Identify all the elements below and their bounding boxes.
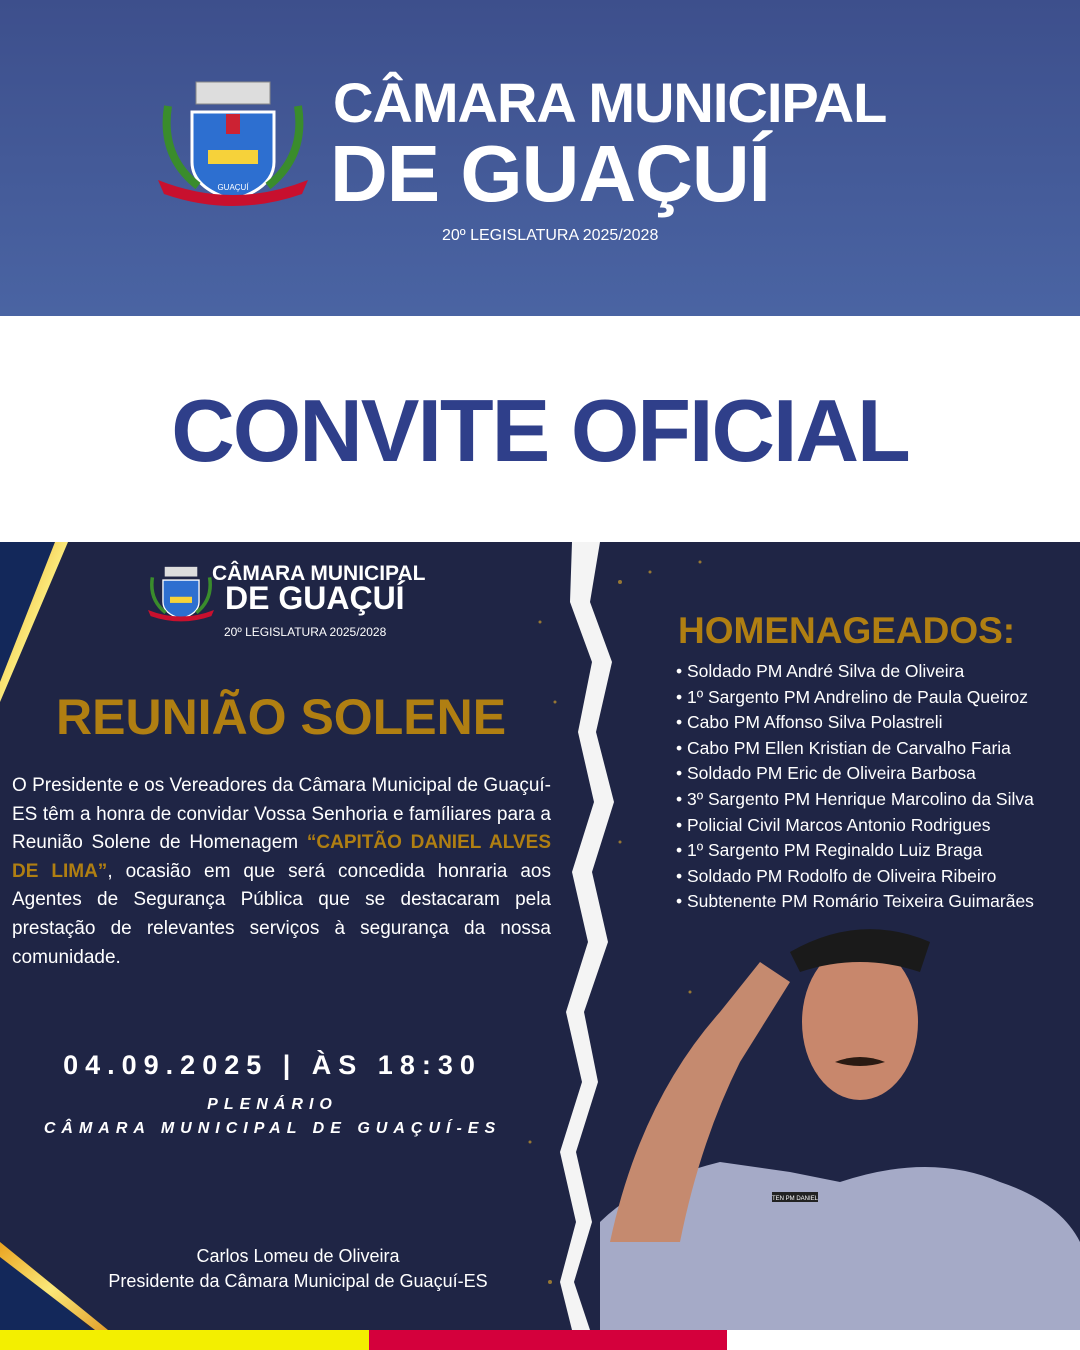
venue-line2: CÂMARA MUNICIPAL DE GUAÇUÍ-ES	[43, 1120, 502, 1137]
honorees-list	[676, 659, 1034, 915]
stripe-yellow	[0, 1330, 369, 1350]
invitation-panel	[0, 542, 1080, 1330]
honoree-name-highlight: “CAPITÃO DANIEL ALVES DE LIMA”	[12, 832, 551, 882]
body-text-start: O Presidente e os Vereadores da Câmara Municipal de Guaçuí-ES têm a honra de convidar Vossa Senhoria e famíliares para a Reunião Solene de Homenagem	[12, 775, 551, 854]
body-text-end: , ocasião em que será concedida honraria aos Agentes de Segurança Pública que se destacaram pela prestação de relevantes serviços à segurança da nossa comunidade.	[12, 860, 551, 968]
event-title: REUNIÃO SOLENE	[56, 689, 507, 745]
torn-paper-divider	[560, 542, 614, 1330]
header-legislature: 20º LEGISLATURA 2025/2028	[442, 227, 659, 244]
svg-text:TEN PM DANIEL: TEN PM DANIEL	[771, 1196, 819, 1202]
logo-legislature: 20º LEGISLATURA 2025/2028	[224, 625, 387, 639]
coat-of-arms-icon	[158, 76, 308, 216]
signatory-role: Presidente da Câmara Municipal de Guaçuí-ES	[108, 1271, 488, 1291]
event-datetime: 04.09.2025 | ÀS 18:30	[63, 1050, 482, 1080]
venue-line1: PLENÁRIO	[207, 1096, 338, 1113]
honorees-title: HOMENAGEADOS:	[678, 610, 1016, 651]
honoree-item: • 1º Sargento PM Reginaldo Luiz Braga	[676, 838, 1034, 864]
honoree-item: • 1º Sargento PM Andrelino de Paula Queiroz	[676, 685, 1034, 711]
stripe-red	[369, 1330, 727, 1350]
flag-color-stripes	[0, 1330, 1080, 1350]
logo-title-line1: CÂMARA MUNICIPAL	[212, 562, 426, 585]
invitation-body	[12, 772, 551, 972]
saluting-officer-photo	[600, 929, 1080, 1330]
headline: CONVITE OFICIAL	[171, 381, 909, 480]
honoree-item: • Cabo PM Ellen Kristian de Carvalho Faria	[676, 736, 1034, 762]
honoree-item: • Subtenente PM Romário Teixeira Guimarães	[676, 889, 1034, 915]
logo-title-line2: DE GUAÇUÍ	[225, 580, 405, 616]
header-banner	[0, 0, 1080, 316]
honoree-item: • Soldado PM André Silva de Oliveira	[676, 659, 1034, 685]
honoree-item: • Cabo PM Affonso Silva Polastreli	[676, 710, 1034, 736]
honoree-item: • Soldado PM Eric de Oliveira Barbosa	[676, 761, 1034, 787]
honoree-item: • Policial Civil Marcos Antonio Rodrigues	[676, 813, 1034, 839]
signatory-name: Carlos Lomeu de Oliveira	[196, 1246, 400, 1266]
svg-text:GUAÇUÍ: GUAÇUÍ	[217, 183, 249, 192]
header-title-line2: DE GUAÇUÍ	[330, 129, 770, 218]
honoree-item: • 3º Sargento PM Henrique Marcolino da Silva	[676, 787, 1034, 813]
header-title-line1: CÂMARA MUNICIPAL	[333, 71, 887, 134]
honoree-item: • Soldado PM Rodolfo de Oliveira Ribeiro	[676, 864, 1034, 890]
stripe-white	[727, 1330, 1080, 1350]
coat-of-arms-small-icon	[148, 564, 214, 626]
